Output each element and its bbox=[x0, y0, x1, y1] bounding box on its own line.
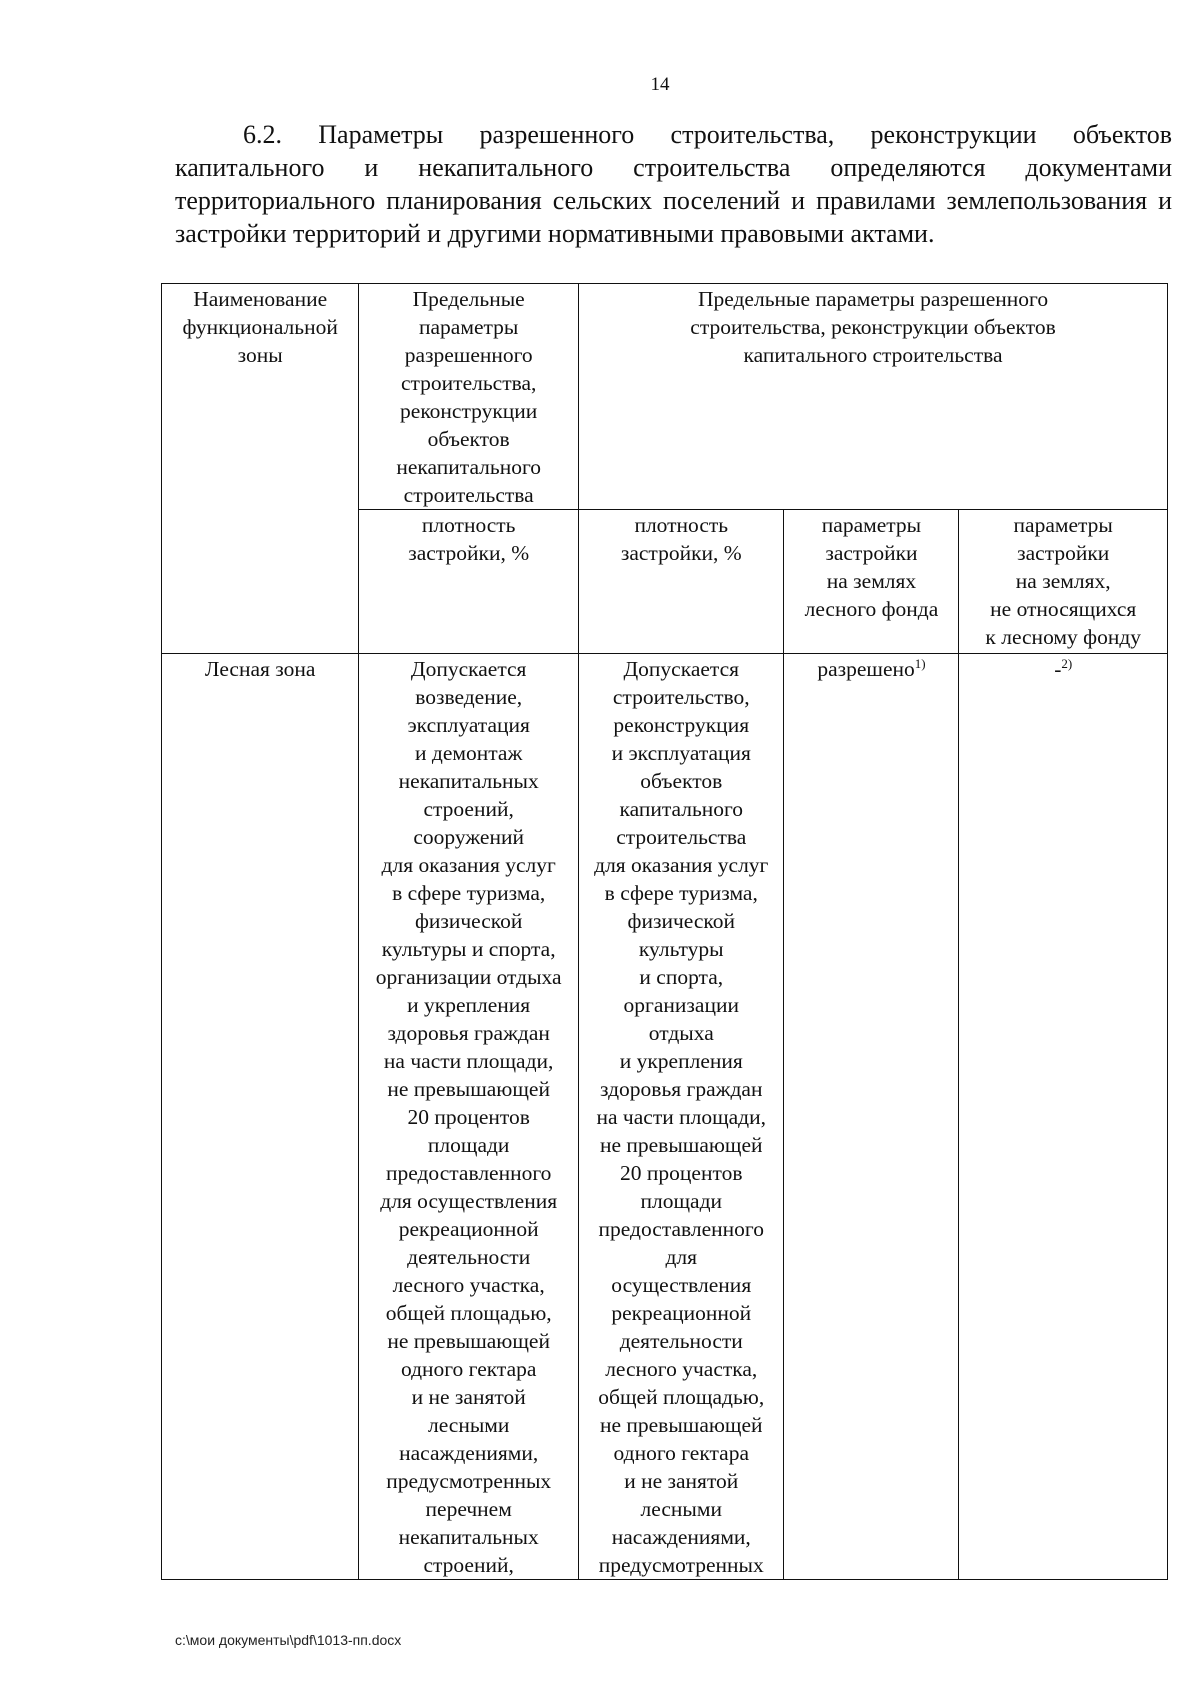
cell-non-forest: -$^{2)}$ bbox=[959, 654, 1168, 1580]
section-number: 6.2. bbox=[243, 120, 282, 149]
footnote-ref-2: 2) bbox=[1061, 656, 1073, 671]
cell-forest-fund: разрешено$^{1)}$ bbox=[784, 654, 959, 1580]
page-number: 14 bbox=[650, 74, 670, 95]
subheader-noncapital-density: плотность застройки, % bbox=[359, 510, 579, 654]
parameters-table bbox=[161, 283, 1168, 1580]
header-noncapital-group: Предельные параметры разрешенного строительства, реконструкции объектов некапитального строительства bbox=[359, 284, 579, 510]
cell-capital: Допускается строительство, реконструкция и эксплуатация объектов капитального строительства для оказания услуг в сфере туризма, физической культуры и спорта, организации отдыха и укрепления здоровья граждан на части площади, не превышающей 20 процентов площади предоставленного для осуществления рекреационной деятельности лесного участка, общей площадью, не превышающей одного гектара и не занятой лесными насаждениями, предусмотренных bbox=[579, 654, 784, 1580]
table-header-row bbox=[162, 284, 1168, 510]
subheader-forest-fund: параметры застройки на землях лесного фонда bbox=[784, 510, 959, 654]
header-capital-group: Предельные параметры разрешенного строительства, реконструкции объектов капитального строительства bbox=[579, 284, 1168, 510]
cell-zone: Лесная зона bbox=[162, 654, 359, 1580]
subheader-non-forest: параметры застройки на землях, не относящихся к лесному фонду bbox=[959, 510, 1168, 654]
file-path-footer: c:\мои документы\pdf\1013-пп.docx bbox=[175, 1632, 402, 1648]
intro-paragraph bbox=[175, 118, 1172, 250]
cell-noncapital: Допускается возведение, эксплуатация и демонтаж некапитальных строений, сооружений для оказания услуг в сфере туризма, физической культуры и спорта, организации отдыха и укрепления здоровья граждан на части площади, не превышающей 20 процентов площади предоставленного для осуществления рекреационной деятельности лесного участка, общей площадью, не превышающей одного гектара и не занятой лесными насаждениями, предусмотренных перечнем некапитальных строений, bbox=[359, 654, 579, 1580]
subheader-capital-density: плотность застройки, % bbox=[579, 510, 784, 654]
table-row bbox=[162, 654, 1168, 1580]
header-zone-name: Наименование функциональной зоны bbox=[162, 284, 359, 654]
intro-text: Параметры разрешенного строительства, реконструкции объектов капитального и некапитального строительства определяются документами территориального планирования сельских поселений и правилами землепользования и застройки территорий и другими нормативными правовыми актами. bbox=[175, 120, 1172, 248]
footnote-ref-1: 1) bbox=[914, 656, 926, 671]
